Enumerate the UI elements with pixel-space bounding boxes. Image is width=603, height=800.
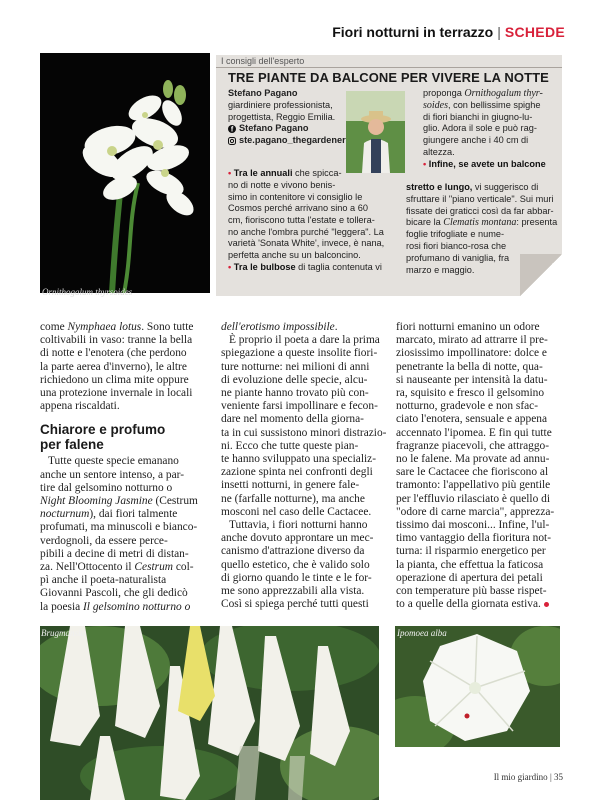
- box-title: TRE PIANTE DA BALCONE PER VIVERE LA NOTTE: [228, 70, 549, 85]
- ipomoea-caption: Ipomoea alba: [397, 628, 447, 638]
- author-info: [228, 88, 356, 147]
- subheading: Chiarore e profumo per falene: [40, 422, 166, 452]
- magazine-name: Il mio giardino: [493, 772, 548, 782]
- svg-text:f: f: [230, 126, 234, 134]
- box-left-text: • Tra le annuali che spicca- no di notte e vivono benis- simo in contenitore vi consiglio le: [228, 168, 363, 202]
- brugmansia-image: [40, 626, 379, 800]
- page-header: [332, 24, 565, 40]
- ipomoea-photo: [395, 626, 560, 747]
- bullet-icon: •: [228, 261, 232, 272]
- facebook-icon: [228, 125, 236, 133]
- header-separator: |: [497, 24, 501, 40]
- brugmansia-photo: [40, 626, 379, 800]
- box-right-text: proponga Ornithogalum thyr- soides, con bellissime spighe di fiori bianchi in giugno-lu- glio. Adora il sole e può rag- giungere anche i 40 cm di altezza. • Infine, se avete un balcone: [423, 88, 546, 169]
- brugmansia-caption: Brugmansia: [41, 628, 86, 638]
- page-footer: [494, 772, 563, 782]
- end-mark-icon: [544, 602, 549, 607]
- section-title: Fiori notturni in terrazzo: [332, 24, 494, 40]
- instagram-handle[interactable]: ste.pagano_thegardener: [228, 135, 356, 147]
- article-column-3: fiori notturni emanino un odore marcato, mirato ad attrarre il pre- ziosissimo impollinatore: dolce e penetrante la bella di notte, qua- si nauseante per intensità la datu- ra, squisito e fresco il gelsomino notturno, gradevole e non sfac- ciato l'enotera, sensuale e appena accennato l'ipomea. E fin qui tutte fragranze piacevoli, che attraggo- no le falene. Ma provate ad annu- sare le Cactacee che fioriscono al tramonto: l'appellativo più gentile per l'effluvio rilasciato è quello di "odore di carne marcia", apprezza- tissimo dai mosconi... Infine, l'ul- timo vantaggio della fioritura not- turna: il risparmio energetico per la pianta, che effettua la faticosa operazione di apertura dei petali con temperature più basse rispet- to a quelle della giornata estiva.: [396, 321, 555, 611]
- box-corner-fold: [520, 254, 562, 296]
- author-role-1: giardiniere professionista,: [228, 99, 333, 110]
- ornithogalum-caption: Ornithogalum thyrsoides: [42, 287, 133, 297]
- box-left-text-full: Cosmos perché arrivano sino a 60 cm, fioriscono tutta l'estate e tollera- no anche l'ombra purché "leggera". La varietà 'Sonata White', invece, è nana, perfetta anche su un balconcino. • Tra le bulbose di taglia contenuta vi: [228, 203, 385, 272]
- article-column-1: come Nymphaea lotus. Sono tutte coltivabili in vaso: tranne la bella di notte e l'enotera (che perdono la parte aerea d'inverno), le altre richiedono un clima mite oppure una protezione invernale in locali appena riscaldati. Chiarore e profumo per falene Tutte queste specie emanano anche un sentore intenso, a par- tire dal gelsomino notturno o Night Blooming Jasmine (Cestrum nocturnum), dai fiori talmente profumati, ma minuscoli e bianco- verdognoli, da essere perce- pibili a decine di metri di distan- za. Nell'Ottocento il Cestrum col- pì anche il poeta-naturalista Giovanni Pascoli, che gli dedicò la poesia Il gelsomino notturno o: [40, 321, 216, 614]
- ipomoea-image: [395, 626, 560, 747]
- bullet-icon: •: [423, 158, 427, 169]
- ornithogalum-image: [40, 53, 210, 293]
- author-name: Stefano Pagano: [228, 88, 298, 98]
- article-column-2: dell'erotismo impossibile. È proprio il poeta a dare la prima spiegazione a queste insolite fiori- ture notturne: nei milioni di anni di evoluzione delle specie, alcu- ne piante hanno trovato più con- veniente farsi impollinare e fecon- dare nel momento della giorna- ta in cui sussistono minori distrazio- ni. Ecco che tutte queste pian- te hanno sviluppato una specializ- zazione spinta nei confronti degli insetti notturni, in genere fale- ne (farfalle notturne), ma anche mosconi nel caso delle Cactacee. Tuttavia, i fiori notturni hanno anche dovuto approntare un mec- canismo d'attrazione diverso da quello estetico, che è valido solo di giorno quando le tinte e le for- me sono apprezzabili alla vista. Così si spiega perché tutti questi: [221, 321, 387, 611]
- author-image: [346, 91, 405, 173]
- author-role-2: progettista, Reggio Emilia.: [228, 111, 336, 122]
- bullet-icon: •: [228, 168, 232, 178]
- box-divider: [216, 67, 562, 68]
- author-photo: [346, 91, 405, 173]
- category-label: SCHEDE: [504, 24, 565, 40]
- box-right-text-lower: stretto e lungo, vi suggerisco di sfruttare il "piano verticale". Sui muri fissate dei graticci così da far abbar- bicare la Clematis montana: presenta foglie trifogliate e nume- rosi fiori bianco-rosa che profumano di vaniglia, fra marzo e maggio.: [406, 182, 558, 275]
- instagram-icon: [228, 137, 236, 145]
- expert-box: [216, 55, 562, 296]
- box-kicker: I consigli dell'esperto: [221, 56, 305, 66]
- page-number: 35: [554, 772, 563, 782]
- footer-separator: |: [549, 772, 552, 782]
- ornithogalum-photo: [40, 53, 210, 293]
- facebook-handle[interactable]: f Stefano Pagano: [228, 123, 356, 135]
